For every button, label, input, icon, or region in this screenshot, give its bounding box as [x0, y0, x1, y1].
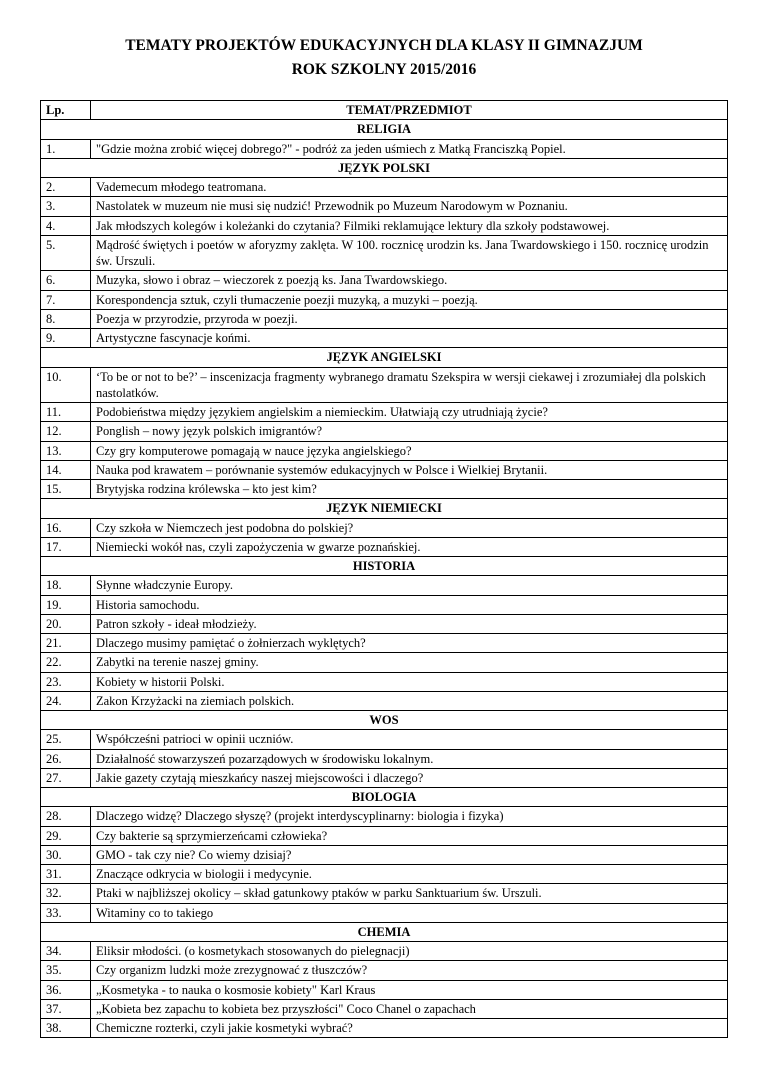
- row-topic: Witaminy co to takiego: [91, 903, 728, 922]
- row-topic: Artystyczne fascynacje końmi.: [91, 329, 728, 348]
- row-topic: Korespondencja sztuk, czyli tłumaczenie poezji muzyką, a muzyki – poezją.: [91, 290, 728, 309]
- table-header-row: [41, 101, 728, 120]
- table-row: [41, 999, 728, 1018]
- row-number: 13.: [41, 441, 91, 460]
- table-row: [41, 634, 728, 653]
- row-topic: Współcześni patrioci w opinii uczniów.: [91, 730, 728, 749]
- row-topic: Vademecum młodego teatromana.: [91, 178, 728, 197]
- section-title: JĘZYK ANGIELSKI: [41, 348, 728, 367]
- section-title: JĘZYK POLSKI: [41, 158, 728, 177]
- section-header-row: [41, 711, 728, 730]
- row-topic: Zabytki na terenie naszej gminy.: [91, 653, 728, 672]
- table-row: [41, 749, 728, 768]
- table-row: [41, 691, 728, 710]
- table-row: [41, 271, 728, 290]
- table-row: [41, 884, 728, 903]
- table-row: [41, 290, 728, 309]
- row-topic: Dlaczego widzę? Dlaczego słyszę? (projekt interdyscyplinarny: biologia i fizyka): [91, 807, 728, 826]
- row-number: 34.: [41, 942, 91, 961]
- table-row: [41, 139, 728, 158]
- row-topic: Mądrość świętych i poetów w aforyzmy zaklęta. W 100. rocznicę urodzin ks. Jana Twardowskiego i 150. rocznicę urodzin św. Urszuli.: [91, 235, 728, 271]
- row-number: 15.: [41, 480, 91, 499]
- row-number: 12.: [41, 422, 91, 441]
- row-number: 3.: [41, 197, 91, 216]
- table-row: [41, 216, 728, 235]
- row-topic: "Gdzie można zrobić więcej dobrego?" - podróż za jeden uśmiech z Matką Franciszką Popiel.: [91, 139, 728, 158]
- row-number: 2.: [41, 178, 91, 197]
- page-title-line2: ROK SZKOLNY 2015/2016: [291, 61, 477, 79]
- table-row: [41, 197, 728, 216]
- table-row: [41, 865, 728, 884]
- row-number: 7.: [41, 290, 91, 309]
- topics-table: [40, 100, 728, 1038]
- row-number: 33.: [41, 903, 91, 922]
- row-number: 26.: [41, 749, 91, 768]
- table-row: [41, 942, 728, 961]
- row-number: 6.: [41, 271, 91, 290]
- row-number: 30.: [41, 845, 91, 864]
- row-number: 25.: [41, 730, 91, 749]
- table-row: [41, 480, 728, 499]
- row-number: 4.: [41, 216, 91, 235]
- table-row: [41, 309, 728, 328]
- row-topic: Brytyjska rodzina królewska – kto jest kim?: [91, 480, 728, 499]
- table-row: [41, 672, 728, 691]
- section-header-row: [41, 158, 728, 177]
- row-topic: Chemiczne rozterki, czyli jakie kosmetyki wybrać?: [91, 1019, 728, 1038]
- row-number: 20.: [41, 614, 91, 633]
- section-title: HISTORIA: [41, 557, 728, 576]
- table-row: [41, 980, 728, 999]
- row-number: 37.: [41, 999, 91, 1018]
- row-topic: Nastolatek w muzeum nie musi się nudzić! Przewodnik po Muzeum Narodowym w Poznaniu.: [91, 197, 728, 216]
- column-header-lp: Lp.: [41, 101, 91, 120]
- row-topic: Nauka pod krawatem – porównanie systemów edukacyjnych w Polsce i Wielkiej Brytanii.: [91, 460, 728, 479]
- row-topic: Ponglish – nowy język polskich imigrantów?: [91, 422, 728, 441]
- table-row: [41, 807, 728, 826]
- row-topic: Znaczące odkrycia w biologii i medycynie.: [91, 865, 728, 884]
- section-header-row: [41, 922, 728, 941]
- row-number: 36.: [41, 980, 91, 999]
- section-title: BIOLOGIA: [41, 788, 728, 807]
- table-row: [41, 653, 728, 672]
- row-number: 27.: [41, 768, 91, 787]
- row-number: 29.: [41, 826, 91, 845]
- row-number: 28.: [41, 807, 91, 826]
- table-row: [41, 537, 728, 556]
- row-topic: Eliksir młodości. (o kosmetykach stosowanych do pielegnacji): [91, 942, 728, 961]
- row-number: 35.: [41, 961, 91, 980]
- section-title: RELIGIA: [41, 120, 728, 139]
- table-row: [41, 826, 728, 845]
- row-number: 22.: [41, 653, 91, 672]
- table-row: [41, 845, 728, 864]
- section-title: JĘZYK NIEMIECKI: [41, 499, 728, 518]
- section-title: WOS: [41, 711, 728, 730]
- row-number: 1.: [41, 139, 91, 158]
- row-number: 9.: [41, 329, 91, 348]
- row-topic: Słynne władczynie Europy.: [91, 576, 728, 595]
- table-row: [41, 422, 728, 441]
- table-row: [41, 178, 728, 197]
- page-title-line1: TEMATY PROJEKTÓW EDUKACYJNYCH DLA KLASY II GIMNAZJUM: [125, 37, 643, 54]
- row-topic: ‘To be or not to be?’ – inscenizacja fragmenty wybranego dramatu Szekspira w wersji ciekawej i zrozumiałej dla polskich nastolatków.: [91, 367, 728, 403]
- row-number: 8.: [41, 309, 91, 328]
- row-number: 5.: [41, 235, 91, 271]
- row-topic: Czy bakterie są sprzymierzeńcami człowieka?: [91, 826, 728, 845]
- topics-table-body: [41, 120, 728, 1038]
- section-header-row: [41, 499, 728, 518]
- section-header-row: [41, 557, 728, 576]
- table-row: [41, 1019, 728, 1038]
- table-row: [41, 768, 728, 787]
- row-topic: Patron szkoły - ideał młodzieży.: [91, 614, 728, 633]
- row-topic: Zakon Krzyżacki na ziemiach polskich.: [91, 691, 728, 710]
- table-row: [41, 518, 728, 537]
- table-row: [41, 460, 728, 479]
- row-number: 11.: [41, 403, 91, 422]
- table-row: [41, 367, 728, 403]
- table-row: [41, 235, 728, 271]
- row-number: 14.: [41, 460, 91, 479]
- section-title: CHEMIA: [41, 922, 728, 941]
- row-topic: Historia samochodu.: [91, 595, 728, 614]
- row-topic: Muzyka, słowo i obraz – wieczorek z poezją ks. Jana Twardowskiego.: [91, 271, 728, 290]
- row-number: 17.: [41, 537, 91, 556]
- row-topic: Czy szkoła w Niemczech jest podobna do polskiej?: [91, 518, 728, 537]
- page-title: [40, 34, 728, 82]
- row-topic: Dlaczego musimy pamiętać o żołnierzach wyklętych?: [91, 634, 728, 653]
- section-header-row: [41, 120, 728, 139]
- row-topic: „Kobieta bez zapachu to kobieta bez przyszłości" Coco Chanel o zapachach: [91, 999, 728, 1018]
- row-number: 31.: [41, 865, 91, 884]
- row-topic: Jak młodszych kolegów i koleżanki do czytania? Filmiki reklamujące lektury dla szkoły podstawowej.: [91, 216, 728, 235]
- section-header-row: [41, 348, 728, 367]
- row-topic: Działalność stowarzyszeń pozarządowych w środowisku lokalnym.: [91, 749, 728, 768]
- row-topic: Poezja w przyrodzie, przyroda w poezji.: [91, 309, 728, 328]
- table-row: [41, 903, 728, 922]
- row-number: 21.: [41, 634, 91, 653]
- row-number: 38.: [41, 1019, 91, 1038]
- table-row: [41, 614, 728, 633]
- row-topic: Czy organizm ludzki może zrezygnować z tłuszczów?: [91, 961, 728, 980]
- table-row: [41, 961, 728, 980]
- table-row: [41, 595, 728, 614]
- row-topic: Niemiecki wokół nas, czyli zapożyczenia w gwarze poznańskiej.: [91, 537, 728, 556]
- table-row: [41, 441, 728, 460]
- table-row: [41, 730, 728, 749]
- row-topic: Kobiety w historii Polski.: [91, 672, 728, 691]
- row-number: 23.: [41, 672, 91, 691]
- row-number: 32.: [41, 884, 91, 903]
- row-number: 24.: [41, 691, 91, 710]
- row-topic: Czy gry komputerowe pomagają w nauce języka angielskiego?: [91, 441, 728, 460]
- table-row: [41, 329, 728, 348]
- row-topic: „Kosmetyka - to nauka o kosmosie kobiety" Karl Kraus: [91, 980, 728, 999]
- row-number: 16.: [41, 518, 91, 537]
- row-topic: Ptaki w najbliższej okolicy – skład gatunkowy ptaków w parku Sanktuarium św. Urszuli.: [91, 884, 728, 903]
- row-topic: Podobieństwa między językiem angielskim a niemieckim. Ułatwiają czy utrudniają życie?: [91, 403, 728, 422]
- column-header-topic: TEMAT/PRZEDMIOT: [91, 101, 728, 120]
- table-row: [41, 403, 728, 422]
- table-row: [41, 576, 728, 595]
- row-topic: GMO - tak czy nie? Co wiemy dzisiaj?: [91, 845, 728, 864]
- row-number: 19.: [41, 595, 91, 614]
- section-header-row: [41, 788, 728, 807]
- row-number: 10.: [41, 367, 91, 403]
- row-topic: Jakie gazety czytają mieszkańcy naszej miejscowości i dlaczego?: [91, 768, 728, 787]
- row-number: 18.: [41, 576, 91, 595]
